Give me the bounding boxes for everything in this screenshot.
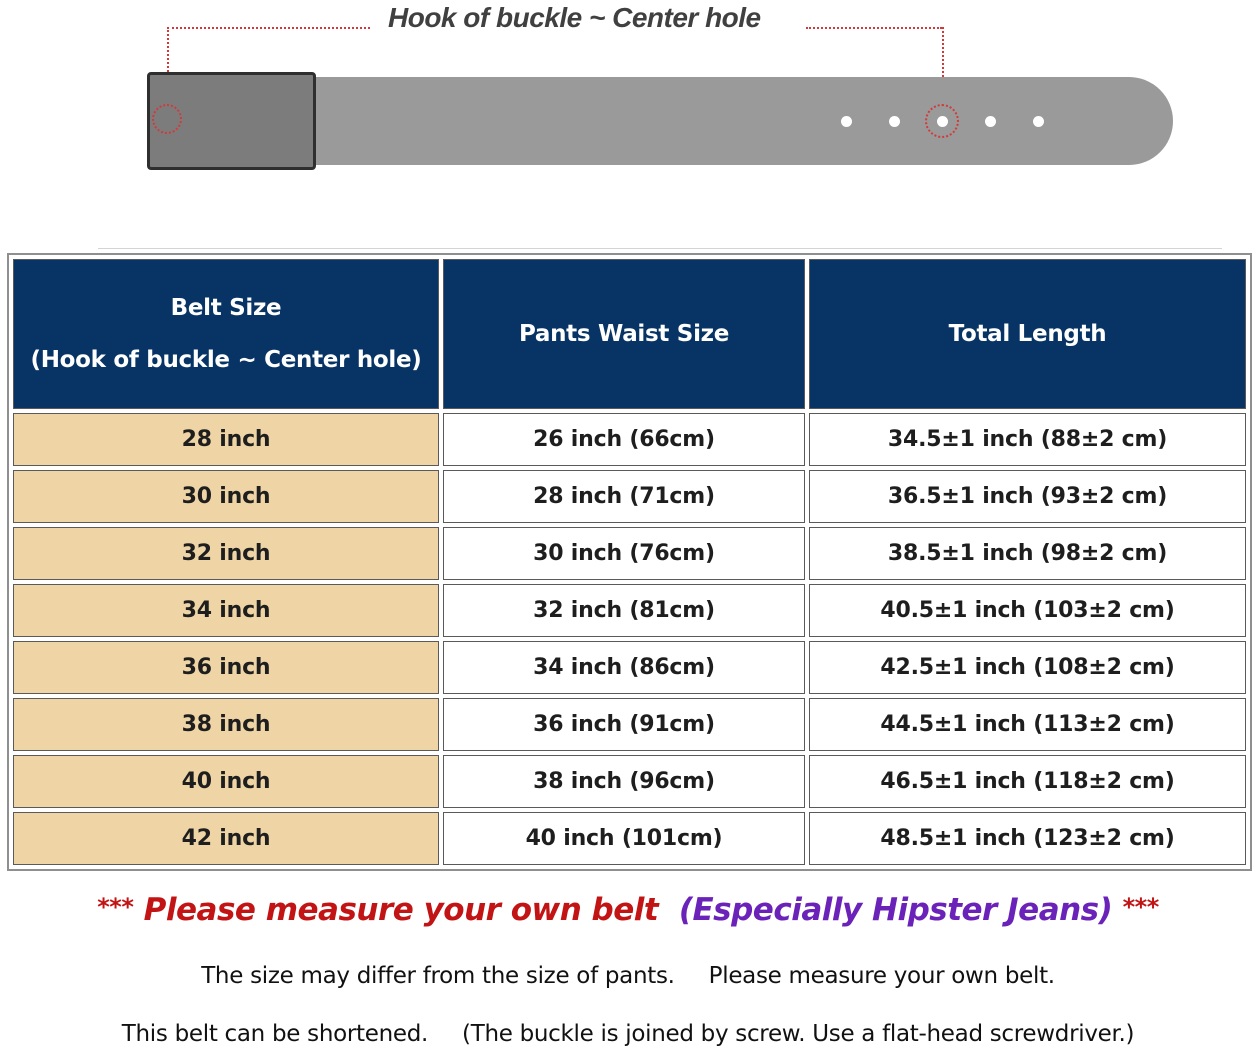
header-belt-size [13,259,439,409]
header-total-length: Total Length [809,259,1246,409]
diagram-title: Hook of buckle ~ Center hole [388,2,761,33]
waist-size-cell: 26 inch (66cm) [443,413,805,466]
center-hole-marker [925,104,959,138]
header-belt-size-label: Belt Size [170,295,282,321]
size-table [7,253,1252,871]
measure-warning [0,892,1256,928]
waist-size-cell: 38 inch (96cm) [443,755,805,808]
belt-size-cell: 42 inch [13,812,439,865]
waist-size-cell: 28 inch (71cm) [443,470,805,523]
table-row [13,470,1246,523]
waist-size-cell: 40 inch (101cm) [443,812,805,865]
hipster-text: (Especially Hipster Jeans) [678,892,1113,928]
waist-size-cell: 30 inch (76cm) [443,527,805,580]
note-size-differs: The size may differ from the size of pants. [201,963,675,989]
header-pants-waist: Pants Waist Size [443,259,805,409]
table-row [13,527,1246,580]
belt-size-cell: 34 inch [13,584,439,637]
total-length-cell: 38.5±1 inch (98±2 cm) [809,527,1246,580]
stars-right: *** [1122,893,1159,921]
table-row [13,698,1246,751]
note-line-1 [0,963,1256,989]
table-row [13,641,1246,694]
total-length-cell: 34.5±1 inch (88±2 cm) [809,413,1246,466]
waist-size-cell: 32 inch (81cm) [443,584,805,637]
belt-hole [1033,116,1044,127]
header-row [13,259,1246,409]
belt-hole [985,116,996,127]
belt-size-cell: 38 inch [13,698,439,751]
total-length-cell: 42.5±1 inch (108±2 cm) [809,641,1246,694]
total-length-cell: 40.5±1 inch (103±2 cm) [809,584,1246,637]
table-row [13,755,1246,808]
belt-size-cell: 30 inch [13,470,439,523]
note-screw: (The buckle is joined by screw. Use a flat-head screwdriver.) [462,1021,1135,1047]
table-row [13,812,1246,865]
note-line-2 [0,1021,1256,1047]
table-row [13,584,1246,637]
header-belt-size-sublabel: (Hook of buckle ~ Center hole) [30,347,422,373]
stars-left: *** [97,893,134,921]
total-length-cell: 36.5±1 inch (93±2 cm) [809,470,1246,523]
total-length-cell: 48.5±1 inch (123±2 cm) [809,812,1246,865]
buckle-hook-marker [152,104,182,134]
waist-size-cell: 36 inch (91cm) [443,698,805,751]
belt-size-cell: 36 inch [13,641,439,694]
measure-text: Please measure your own belt [143,892,659,928]
table-row [13,413,1246,466]
note-measure-belt: Please measure your own belt. [708,963,1055,989]
belt-size-cell: 32 inch [13,527,439,580]
note-shortened: This belt can be shortened. [121,1021,429,1047]
belt-size-cell: 28 inch [13,413,439,466]
left-pointer-line [167,27,370,29]
total-length-cell: 46.5±1 inch (118±2 cm) [809,755,1246,808]
waist-size-cell: 34 inch (86cm) [443,641,805,694]
total-length-cell: 44.5±1 inch (113±2 cm) [809,698,1246,751]
belt-size-cell: 40 inch [13,755,439,808]
right-pointer-line [806,27,942,29]
belt-hole [841,116,852,127]
divider [98,248,1222,249]
belt-hole [889,116,900,127]
